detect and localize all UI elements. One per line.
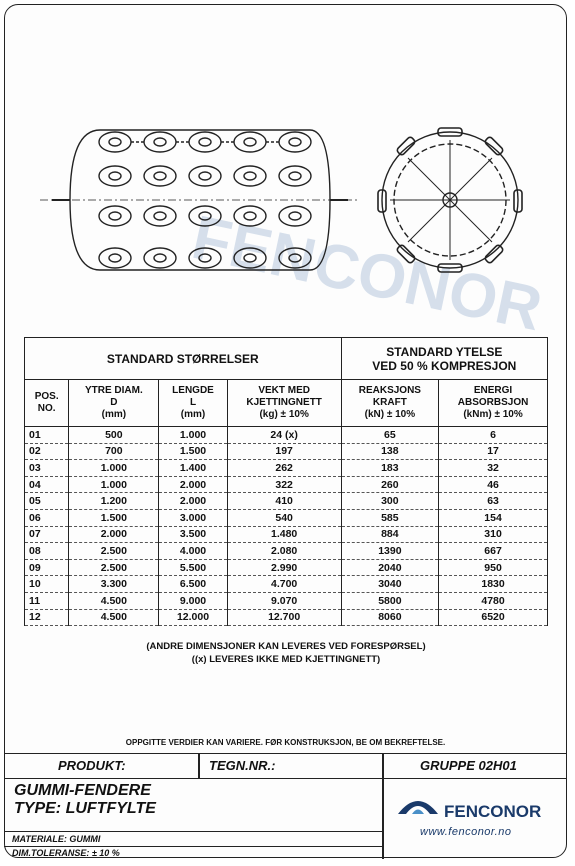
table-cell: 2.000 <box>69 526 159 543</box>
watermark-text: FENCONOR <box>186 203 548 345</box>
table-cell: 3.000 <box>159 509 227 526</box>
divider <box>382 754 384 778</box>
table-cell: 3040 <box>341 576 438 593</box>
table-cell: 667 <box>439 543 548 560</box>
column-header <box>227 380 341 427</box>
table-row <box>25 509 548 526</box>
caution-text: OPPGITTE VERDIER KAN VARIERE. FØR KONSTRUKSJON, BE OM BEKREFTELSE. <box>125 738 446 747</box>
table-cell: 12.000 <box>159 609 227 626</box>
tolerance-field: DIM.TOLERANSE: ± 10 % <box>4 846 382 859</box>
group-header-performance <box>341 338 547 380</box>
table-cell: 2040 <box>341 559 438 576</box>
column-header-line: (kg) ± 10% <box>259 409 309 420</box>
table-cell: 4.500 <box>69 592 159 609</box>
table-cell: 12.700 <box>227 609 341 626</box>
table-cell: 5.500 <box>159 559 227 576</box>
table-row <box>25 493 548 510</box>
table-cell: 183 <box>341 460 438 477</box>
table-cell: 1390 <box>341 543 438 560</box>
table-cell: 585 <box>341 509 438 526</box>
product-title-line2: TYPE: LUFTFYLTE <box>14 800 156 817</box>
table-cell: 4.500 <box>69 609 159 626</box>
column-header-line: NO. <box>37 403 56 414</box>
table-cell: 9.000 <box>159 592 227 609</box>
table-cell: 1.480 <box>227 526 341 543</box>
table-cell: 3.500 <box>159 526 227 543</box>
table-row <box>25 526 548 543</box>
table-cell: 262 <box>227 460 341 477</box>
table-row <box>25 476 548 493</box>
table-cell: 300 <box>341 493 438 510</box>
column-header-line: ABSORBSJON <box>457 397 529 408</box>
column-header <box>341 380 438 427</box>
product-title-line1: GUMMI-FENDERE <box>14 782 151 799</box>
table-cell: 63 <box>439 493 548 510</box>
table-cell: 32 <box>439 460 548 477</box>
website-link[interactable]: www.fenconor.no <box>420 826 512 838</box>
column-header-line: (kN) ± 10% <box>364 409 416 420</box>
table-cell: 1.500 <box>159 443 227 460</box>
table-notes <box>24 640 548 666</box>
group-header-performance-line1: STANDARD YTELSE <box>386 344 503 359</box>
column-header-line: POS. <box>34 391 59 402</box>
table-cell: 17 <box>439 443 548 460</box>
drawing-number-label: TEGN.NR.: <box>209 758 276 773</box>
table-cell: 5800 <box>341 592 438 609</box>
table-cell: 08 <box>25 543 69 560</box>
table-cell: 1.000 <box>69 476 159 493</box>
group-code: GRUPPE 02H01 <box>420 758 517 773</box>
table-cell: 540 <box>227 509 341 526</box>
table-cell: 6520 <box>439 609 548 626</box>
column-header-line: REAKSJONS <box>358 385 421 396</box>
column-header <box>159 380 227 427</box>
table-cell: 03 <box>25 460 69 477</box>
column-header-line: KJETTINGNETT <box>246 397 322 408</box>
material-field: MATERIALE: GUMMI <box>4 831 382 845</box>
table-cell: 3.300 <box>69 576 159 593</box>
column-header <box>439 380 548 427</box>
table-row <box>25 576 548 593</box>
fender-spec-table <box>24 337 548 626</box>
table-cell: 1.000 <box>159 427 227 444</box>
table-cell: 700 <box>69 443 159 460</box>
table-cell: 197 <box>227 443 341 460</box>
table-cell: 9.070 <box>227 592 341 609</box>
group-header-sizes: STANDARD STØRRELSER <box>25 338 342 380</box>
table-cell: 260 <box>341 476 438 493</box>
table-cell: 8060 <box>341 609 438 626</box>
column-header-line: VEKT MED <box>258 385 310 396</box>
note-other-dimensions: (ANDRE DIMENSJONER KAN LEVERES VED FORESPØRSEL) <box>146 641 426 652</box>
divider <box>382 778 384 859</box>
table-cell: 05 <box>25 493 69 510</box>
produkt-label: PRODUKT: <box>58 758 126 773</box>
table-cell: 4.700 <box>227 576 341 593</box>
divider <box>198 754 200 778</box>
table-row <box>25 543 548 560</box>
table-cell: 6.500 <box>159 576 227 593</box>
table-cell: 1.200 <box>69 493 159 510</box>
table-cell: 1.400 <box>159 460 227 477</box>
table-cell: 2.000 <box>159 476 227 493</box>
table-cell: 01 <box>25 427 69 444</box>
column-header-line: (kNm) ± 10% <box>463 409 523 420</box>
table-cell: 322 <box>227 476 341 493</box>
table-cell: 950 <box>439 559 548 576</box>
column-header <box>69 380 159 427</box>
group-header-performance-line2: VED 50 % KOMPRESJON <box>372 358 517 373</box>
note-no-chain-net: ((x) LEVERES IKKE MED KJETTINGNETT) <box>191 654 381 665</box>
table-cell: 4.000 <box>159 543 227 560</box>
table-cell: 2.000 <box>159 493 227 510</box>
fender-side-view <box>40 130 360 270</box>
column-header-line: YTRE DIAM. <box>84 385 143 396</box>
table-cell: 24 (x) <box>227 427 341 444</box>
table-cell: 1.000 <box>69 460 159 477</box>
table-row <box>25 592 548 609</box>
column-header <box>25 380 69 427</box>
table-row <box>25 559 548 576</box>
product-title <box>14 782 156 818</box>
table-cell: 1.500 <box>69 509 159 526</box>
table-row <box>25 609 548 626</box>
column-header-line: (mm) <box>101 409 127 420</box>
table-cell: 07 <box>25 526 69 543</box>
column-header-line: KRAFT <box>372 397 407 408</box>
title-block <box>4 753 567 859</box>
table-cell: 2.990 <box>227 559 341 576</box>
table-cell: 154 <box>439 509 548 526</box>
fenconor-logo-icon <box>396 794 440 816</box>
fender-drawing <box>40 110 540 290</box>
table-cell: 09 <box>25 559 69 576</box>
table-cell: 11 <box>25 592 69 609</box>
table-row <box>25 427 548 444</box>
column-header-line: ENERGI <box>473 385 513 396</box>
table-cell: 2.500 <box>69 543 159 560</box>
brand-name: FENCONOR <box>444 802 542 821</box>
table-cell: 2.080 <box>227 543 341 560</box>
table-cell: 1830 <box>439 576 548 593</box>
table-cell: 06 <box>25 509 69 526</box>
table-cell: 410 <box>227 493 341 510</box>
table-cell: 2.500 <box>69 559 159 576</box>
table-cell: 138 <box>341 443 438 460</box>
table-cell: 02 <box>25 443 69 460</box>
column-header-line: L <box>189 397 197 408</box>
table-cell: 12 <box>25 609 69 626</box>
fender-end-view <box>378 128 522 272</box>
table-cell: 6 <box>439 427 548 444</box>
table-row <box>25 460 548 477</box>
table-cell: 10 <box>25 576 69 593</box>
table-cell: 310 <box>439 526 548 543</box>
column-header-line: (mm) <box>180 409 206 420</box>
table-cell: 4780 <box>439 592 548 609</box>
column-header-line: LENGDE <box>172 385 214 396</box>
table-row <box>25 443 548 460</box>
table-cell: 46 <box>439 476 548 493</box>
table-cell: 04 <box>25 476 69 493</box>
column-header-line: D <box>110 397 118 408</box>
table-cell: 884 <box>341 526 438 543</box>
table-cell: 65 <box>341 427 438 444</box>
table-cell: 500 <box>69 427 159 444</box>
